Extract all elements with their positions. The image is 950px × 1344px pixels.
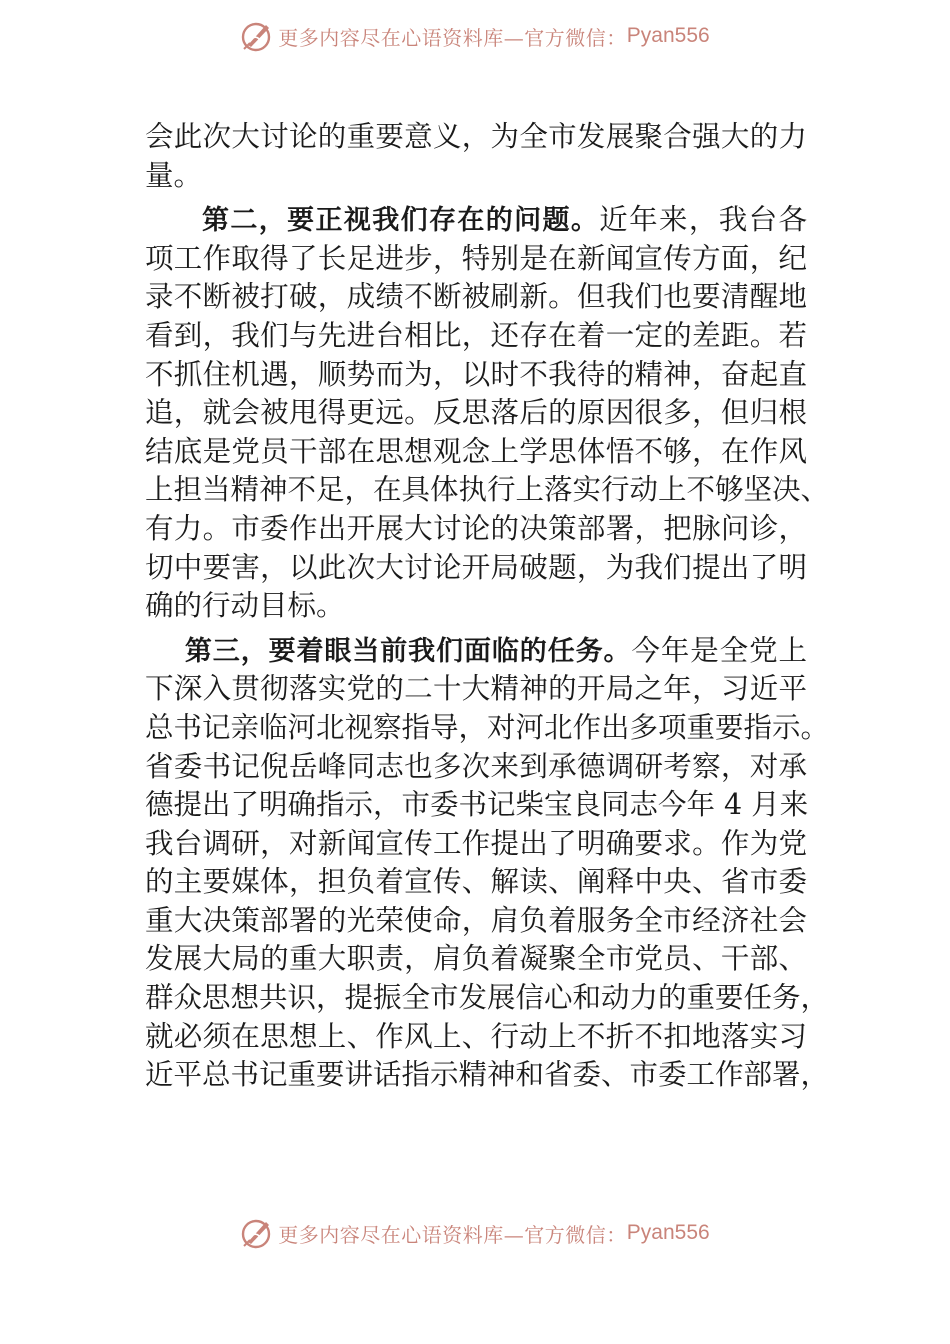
paragraph-text: 重大决策部署的光荣使命，肩负着服务全市经济社会 [145, 903, 807, 937]
paragraph-text: 会此次大讨论的重要意义，为全市发展聚合强大的力 [145, 120, 807, 153]
text-line [145, 786, 807, 825]
paragraph-text: 有力。市委作出开展大讨论的决策部署，把脉问诊， [145, 511, 807, 545]
paragraph-text: 近平总书记重要讲话指示精神和省委、市委工作部署， [145, 1058, 830, 1092]
document-body [145, 118, 830, 1095]
text-line [145, 979, 830, 1018]
text-line [145, 709, 830, 748]
paragraph-text: 切中要害，以此次大讨论开局破题，为我们提出了明 [145, 550, 807, 584]
watermark-wechat-id: Pyan556 [626, 24, 710, 47]
paragraph-text: 追，就会被甩得更远。反思落后的原因很多，但归根 [145, 396, 807, 430]
text-line [145, 471, 830, 510]
paragraph-text: 不抓住机遇，顺势而为，以时不我待的精神，奋起直 [145, 357, 807, 391]
paragraph-heading: 第二，要正视我们存在的问题。 [202, 205, 600, 237]
paragraph-heading: 第三，要着眼当前我们面临的任务。 [184, 635, 632, 667]
text-line [145, 940, 807, 979]
paragraph-text: 量。 [145, 158, 203, 192]
quill-logo-icon [240, 1216, 274, 1250]
paragraph-text: 近年来，我台各 [599, 203, 807, 237]
text-line [145, 670, 807, 709]
paragraph-text: 我台调研，对新闻宣传工作提出了明确要求。作为党 [145, 826, 807, 860]
paragraph-text: 下深入贯彻落实党的二十大精神的开局之年，习近平 [145, 672, 807, 706]
paragraph-text: 看到，我们与先进台相比，还存在着一定的差距。若 [145, 318, 807, 352]
text-line [145, 748, 807, 787]
paragraph-text: 省委书记倪岳峰同志也多次来到承德调研考察，对承 [145, 749, 807, 783]
text-line [145, 433, 807, 472]
paragraph-text: 录不断被打破，成绩不断被刷新。但我们也要清醒地 [145, 280, 807, 314]
text-line [145, 587, 807, 626]
text-line [145, 394, 807, 433]
text-line [145, 549, 807, 588]
watermark-wechat-id: Pyan556 [626, 1221, 710, 1244]
text-line [145, 825, 807, 864]
quill-logo-icon [240, 19, 274, 53]
watermark-header [0, 16, 950, 56]
paragraph-text: 发展大局的重大职责，肩负着凝聚全市党员、干部、 [145, 942, 807, 976]
text-line [145, 863, 807, 902]
watermark-footer [0, 1213, 950, 1253]
paragraph-text: 德提出了明确指示，市委书记柴宝良同志今年 4 月来 [145, 788, 809, 822]
paragraph-text: 结底是党员干部在思想观念上学思体悟不够，在作风 [145, 434, 807, 468]
text-line [145, 240, 807, 279]
paragraph-text: 项工作取得了长足进步，特别是在新闻宣传方面，纪 [145, 241, 807, 275]
watermark-text: 更多内容尽在心语资料库—官方微信： [278, 25, 627, 50]
paragraph-text: 总书记亲临河北视察指导，对河北作出多项重要指示。 [145, 710, 830, 744]
text-line [145, 201, 807, 240]
text-line [145, 902, 807, 941]
paragraph-text: 确的行动目标。 [145, 589, 345, 623]
text-line [145, 118, 807, 157]
text-line [145, 1018, 807, 1057]
text-line [145, 1056, 830, 1095]
paragraph [145, 201, 830, 626]
text-line [145, 510, 807, 549]
paragraph-text: 群众思想共识，提振全市发展信心和动力的重要任务， [145, 981, 830, 1015]
paragraph-text: 上担当精神不足，在具体执行上落实行动上不够坚决、 [145, 473, 830, 507]
text-line [145, 278, 807, 317]
paragraph-text: 的主要媒体，担负着宣传、解读、阐释中央、省市委 [145, 865, 807, 899]
text-line [145, 632, 807, 671]
text-line [145, 317, 807, 356]
text-line [145, 356, 807, 395]
paragraph [145, 118, 807, 195]
paragraph [145, 632, 830, 1095]
paragraph-text: 就必须在思想上、作风上、行动上不折不扣地落实习 [145, 1019, 807, 1053]
paragraph-text: 今年是全党上 [631, 633, 807, 667]
text-line [145, 157, 807, 196]
watermark-text: 更多内容尽在心语资料库—官方微信： [278, 1222, 627, 1247]
